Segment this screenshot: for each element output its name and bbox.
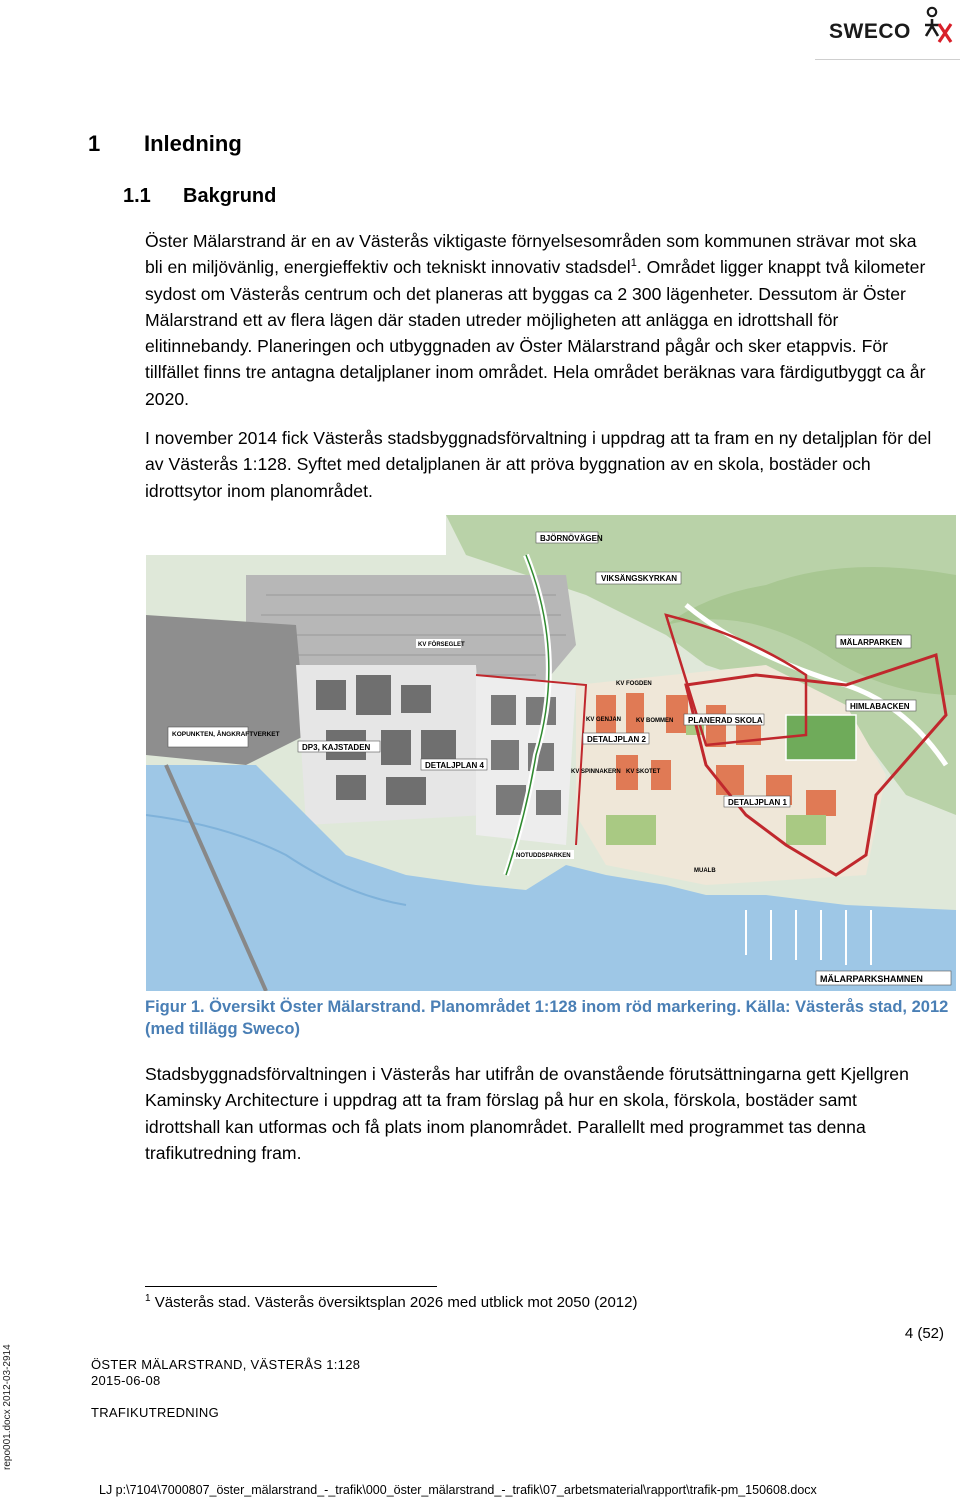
paragraph-assignment: I november 2014 fick Västerås stadsbyggnadsförvaltning i uppdrag att ta fram en ny detaljplan för del av Västerås 1:128. Syftet med detaljplanen är att pröva byggnation av en skola, bostäder och idrottsytor inom planområdet.: [145, 428, 932, 501]
footnote-reference[interactable]: 1: [630, 257, 637, 270]
map-label-notuddsparken: NOTUDDSPARKEN: [516, 853, 571, 859]
map-label-detaljplan-1: DETALJPLAN 1: [728, 798, 787, 807]
heading-1: [88, 131, 242, 157]
map-label-kv-spinnakern: KV SPINNAKERN: [571, 769, 621, 775]
footnote: [145, 1293, 638, 1311]
sweco-star-icon: [921, 6, 955, 46]
heading-1-number: 1: [88, 131, 101, 156]
map-label-kv-genjan: KV GENJAN: [586, 717, 622, 723]
page-number: 4 (52): [904, 1325, 944, 1342]
map-label-kopunkten: KOPUNKTEN, ÅNGKRAFTVERKET: [172, 731, 280, 738]
footnote-number: 1: [145, 1293, 151, 1304]
paragraph-1-part-1: Öster Mälarstrand är en av Västerås viktigaste förnyelsesområden som kommunen strävar mot ska bli en miljövänlig, energieffektiv och tekniskt innovativ stadsdel: [145, 231, 917, 278]
header-rule: [815, 59, 960, 60]
map-label-planerad-skola: PLANERAD SKOLA: [688, 716, 763, 725]
footer-doc-type: TRAFIKUTREDNING: [91, 1405, 219, 1420]
footnote-text: Västerås stad. Västerås översiktsplan 2026 med utblick mot 2050 (2012): [154, 1294, 638, 1311]
map-label-detaljplan-4: DETALJPLAN 4: [425, 761, 484, 770]
footer-side-text: repo001.docx 2012-03-2914: [2, 1344, 13, 1470]
map-label-himlabacken: HIMLABACKEN: [850, 702, 910, 711]
paragraph-commission: Stadsbyggnadsförvaltningen i Västerås har utifrån de ovanstående förutsättningarna gett Kjellgren Kaminsky Architecture i uppdrag att ta fram förslag på hur en skola, förskola, bostäder samt idrottshall kan utformas och få plats inom planområdet. Parallellt med programmet tas denna trafikutredning fram.: [145, 1064, 909, 1163]
map-label-kv-fogden: KV FOGDEN: [616, 681, 652, 687]
heading-1-title: Inledning: [144, 131, 242, 156]
map-label-kv-skotet: KV SKOTET: [626, 769, 661, 775]
heading-1-1-title: Bakgrund: [183, 185, 277, 207]
footer-project: ÖSTER MÄLARSTRAND, VÄSTERÅS 1:128: [91, 1357, 361, 1372]
map-label-bjornovagen: BJÖRNÖVÄGEN: [540, 534, 603, 543]
map-label-viksangskyrkan: VIKSÄNGSKYRKAN: [601, 574, 678, 583]
footer-filepath: LJ p:\7104\7000807_öster_mälarstrand_-_trafik\000_öster_mälarstrand_-_trafik\07_arbetsmaterial\rapport\trafik-pm_150608.docx: [99, 1483, 817, 1497]
paragraph-1-part-2: . Området ligger knappt två kilometer sydost om Västerås centrum och det planeras att byggas ca 2 300 lägenheter. Dessutom är Öster Mälarstrand ett av flera lägen där staden utreder möjligheten att anlägga en idrottshall för elitinnebandy. Planeringen och utbyggnaden av Öster Mälarstrand pågår och sker etappvis. För tillfället finns tre antagna detaljplaner inom området. Hela området beräknas vara färdigutbyggt ca år 2020.: [145, 257, 926, 409]
map-label-malarparken: MÄLARPARKEN: [840, 638, 903, 647]
footer-date: 2015-06-08: [91, 1373, 161, 1388]
overview-map: [146, 515, 956, 991]
sweco-logo: [829, 6, 954, 46]
map-label-kv-forseglet: KV FÖRSEGLET: [418, 642, 465, 648]
logo-text: SWECO: [829, 20, 911, 43]
footnote-rule: [145, 1286, 437, 1287]
map-label-kv-bommen: KV BOMMEN: [636, 718, 674, 724]
heading-1-1-number: 1.1: [123, 185, 151, 207]
map-label-malarparkshamnen: MÄLARPARKSHAMNEN: [820, 974, 923, 984]
figure-caption: Figur 1. Översikt Öster Mälarstrand. Planområdet 1:128 inom röd markering. Källa: Västerås stad, 2012 (med tillägg Sweco): [145, 998, 949, 1038]
map-label-mualb: MUALB: [694, 868, 716, 874]
heading-1-1: [123, 185, 276, 208]
paragraph-background: [145, 228, 935, 412]
map-label-dp3: DP3, KAJSTADEN: [302, 743, 371, 752]
map-label-detaljplan-2: DETALJPLAN 2: [587, 735, 646, 744]
